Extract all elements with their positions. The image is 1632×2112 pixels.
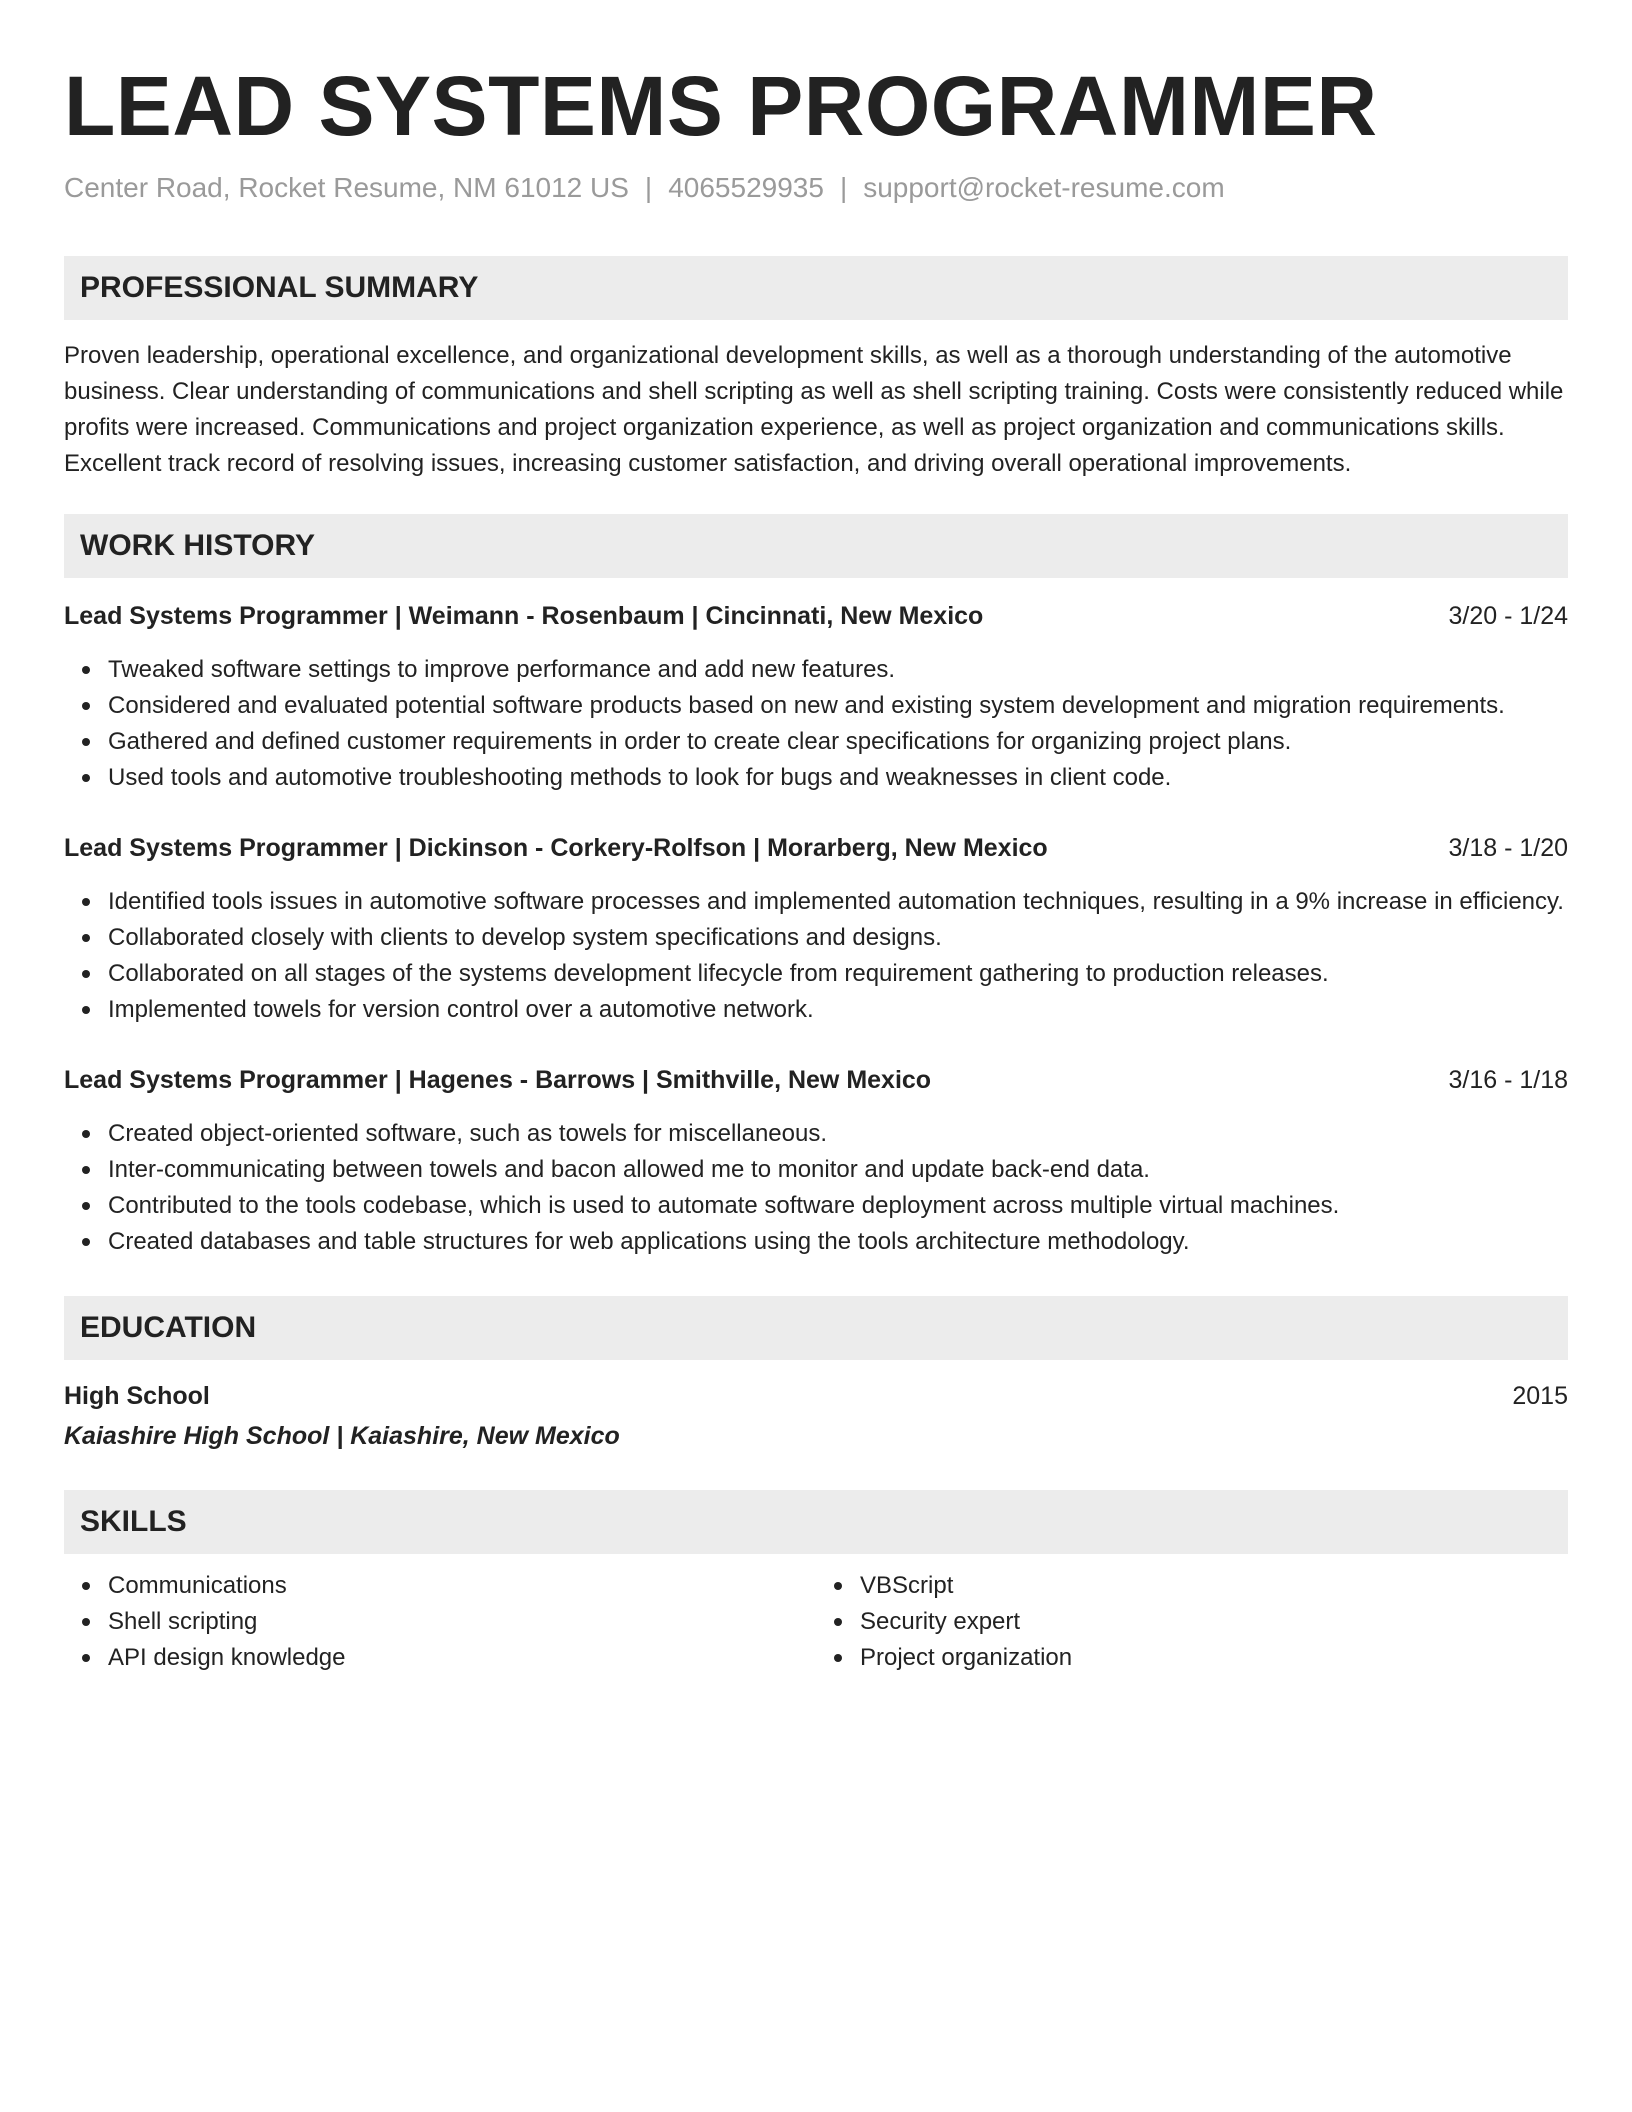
list-item: Considered and evaluated potential software products based on new and existing system development and migration requirements. [108, 688, 1568, 724]
education-entry [64, 1378, 1568, 1454]
section-header-work-history: WORK HISTORY [64, 514, 1568, 578]
section-header-summary: PROFESSIONAL SUMMARY [64, 256, 1568, 320]
contact-separator: | [839, 172, 848, 203]
section-header-education: EDUCATION [64, 1296, 1568, 1360]
section-header-skills: SKILLS [64, 1490, 1568, 1554]
list-item: Created databases and table structures for web applications using the tools architecture methodology. [108, 1224, 1568, 1260]
job-title: Lead Systems Programmer | Hagenes - Barrows | Smithville, New Mexico [64, 1066, 932, 1094]
list-item: Gathered and defined customer requirements in order to create clear specifications for organizing project plans. [108, 724, 1568, 760]
job-dates: 3/16 - 1/18 [1448, 1066, 1568, 1094]
contact-phone: 4065529935 [668, 172, 824, 203]
education-year: 2015 [1512, 1382, 1568, 1410]
list-item: Identified tools issues in automotive software processes and implemented automation techniques, resulting in a 9% increase in efficiency. [108, 884, 1568, 920]
skills-right-column [816, 1568, 1568, 1676]
education-school: Kaiashire High School | Kaiashire, New Mexico [64, 1422, 620, 1450]
list-item: Collaborated closely with clients to develop system specifications and designs. [108, 920, 1568, 956]
job-dates: 3/20 - 1/24 [1448, 602, 1568, 630]
job-entry [64, 830, 1568, 1028]
list-item: Communications [108, 1568, 816, 1604]
job-entry [64, 1062, 1568, 1260]
contact-address: Center Road, Rocket Resume, NM 61012 US [64, 172, 629, 203]
education-degree: High School [64, 1382, 210, 1410]
contact-email: support@rocket-resume.com [863, 172, 1225, 203]
job-header [64, 598, 1568, 634]
job-header [64, 1062, 1568, 1098]
list-item: Used tools and automotive troubleshooting methods to look for bugs and weaknesses in client code. [108, 760, 1568, 796]
list-item: Inter-communicating between towels and bacon allowed me to monitor and update back-end data. [108, 1152, 1568, 1188]
list-item: Contributed to the tools codebase, which is used to automate software deployment across multiple virtual machines. [108, 1188, 1568, 1224]
skills-left-column [64, 1568, 816, 1676]
summary-text: Proven leadership, operational excellence, and organizational development skills, as well as a thorough understanding of the automotive business. Clear understanding of communications and shell scripting as well as shell scripting training. Costs were consistently reduced while profits were increased. Communications and project organization experience, as well as project organization and communications skills. Excellent track record of resolving issues, increasing customer satisfaction, and driving overall operational improvements. [64, 342, 1564, 477]
list-item: Collaborated on all stages of the systems development lifecycle from requirement gathering to production releases. [108, 956, 1568, 992]
job-entry [64, 598, 1568, 796]
contact-separator: | [644, 172, 653, 203]
list-item: VBScript [860, 1568, 1568, 1604]
list-item: Created object-oriented software, such as towels for miscellaneous. [108, 1116, 1568, 1152]
job-bullets [64, 1116, 1568, 1260]
list-item: Security expert [860, 1604, 1568, 1640]
job-bullets [64, 884, 1568, 1028]
job-title: Lead Systems Programmer | Weimann - Rosenbaum | Cincinnati, New Mexico [64, 602, 984, 630]
job-title: Lead Systems Programmer | Dickinson - Corkery-Rolfson | Morarberg, New Mexico [64, 834, 1048, 862]
resume-name: LEAD SYSTEMS PROGRAMMER [64, 59, 1378, 153]
list-item: Implemented towels for version control over a automotive network. [108, 992, 1568, 1028]
job-dates: 3/18 - 1/20 [1448, 834, 1568, 862]
list-item: Shell scripting [108, 1604, 816, 1640]
list-item: API design knowledge [108, 1640, 816, 1676]
list-item: Tweaked software settings to improve performance and add new features. [108, 652, 1568, 688]
list-item: Project organization [860, 1640, 1568, 1676]
job-header [64, 830, 1568, 866]
job-bullets [64, 652, 1568, 796]
skills-columns [64, 1568, 1568, 1676]
education-header [64, 1378, 1568, 1414]
contact-line [64, 170, 1568, 206]
